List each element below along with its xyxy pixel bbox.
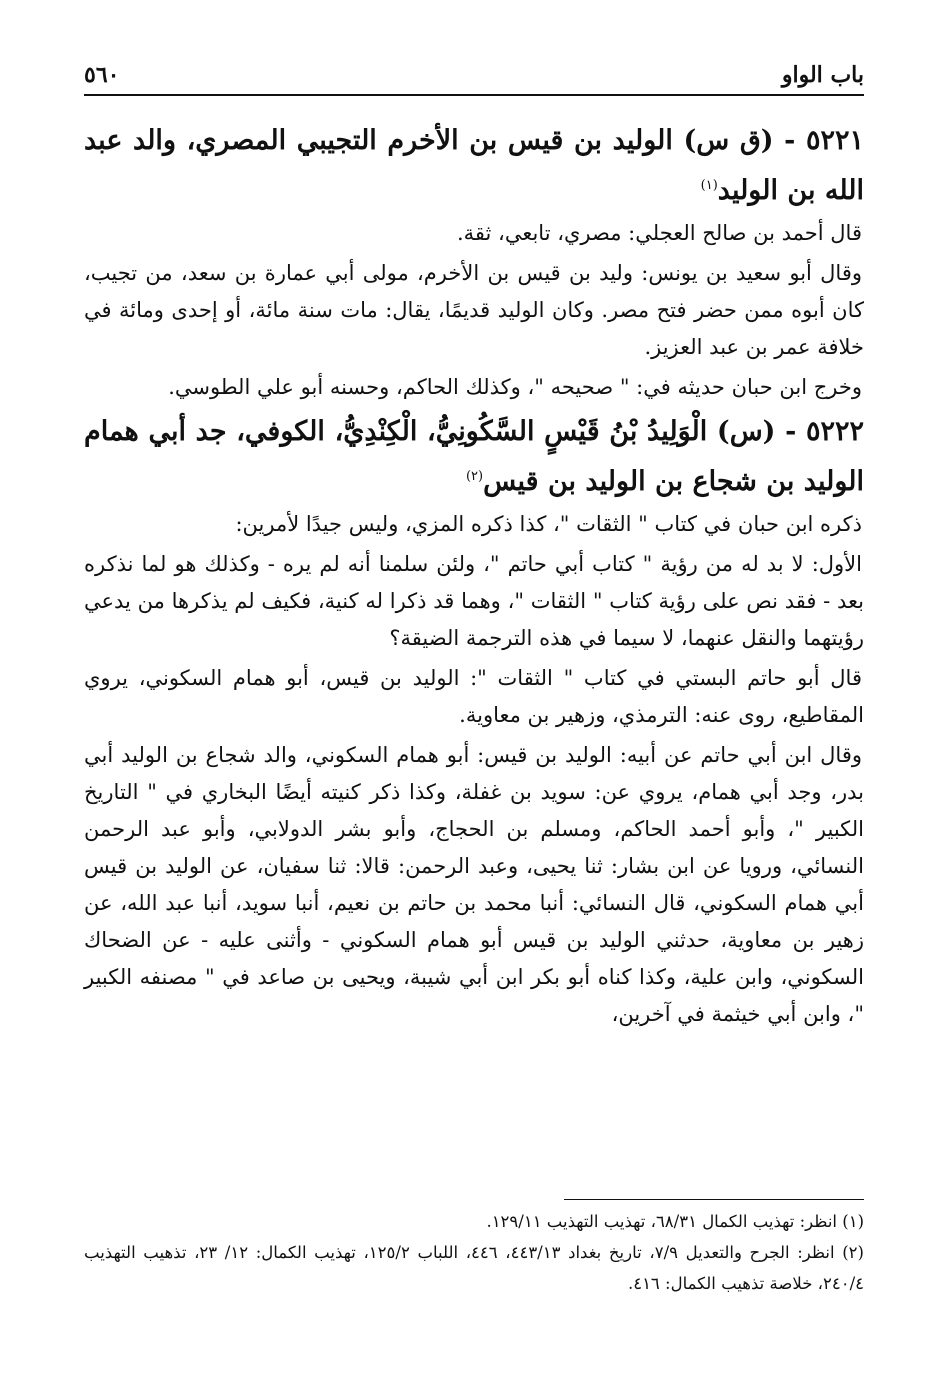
- footnote: (٢) انظر: الجرح والتعديل ٧/٩، تاريخ بغداد ٤٤٣/١٣، ٤٤٦، اللباب ١٢٥/٢، تهذيب الكمال: ١٢/ ٢٣، تذهيب التهذيب ٢٤٠/٤، خلاصة تذهيب الكمال: ٤١٦.: [84, 1243, 864, 1293]
- paragraph: الأول: لا بد له من رؤية " كتاب أبي حاتم "، ولئن سلمنا أنه لم يره - وكذلك هو لما نذكره بعد - فقد نص على رؤية كتاب " الثقات "، وهما قد ذكرا له كنية، فكيف لم يذكرها من يدعي رؤيتهما والنقل عنهما، لا سيما في هذه الترجمة الضيقة؟: [84, 552, 864, 650]
- section-title: باب الواو: [781, 62, 864, 88]
- footnote-separator: [564, 1199, 864, 1200]
- entry: [84, 409, 864, 1033]
- footnote-ref: (١): [700, 178, 718, 193]
- paragraph: قال أبو حاتم البستي في كتاب " الثقات ": الوليد بن قيس، أبو همام السكوني، يروي المقاطيع، روى عنه: الترمذي، وزهير بن معاوية.: [84, 666, 864, 727]
- paragraph: قال أحمد بن صالح العجلي: مصري، تابعي، ثقة.: [456, 221, 862, 245]
- paragraph: وخرج ابن حبان حديثه في: " صحيحه "، وكذلك الحاكم، وحسنه أبو علي الطوسي.: [168, 375, 862, 399]
- entry-title: ٥٢٢١ - (ق س) الوليد بن قيس بن الأخرم التجيبي المصري، والد عبد الله بن الوليد$^{(١)}$: [84, 125, 864, 206]
- paragraph: وقال أبو سعيد بن يونس: وليد بن قيس بن الأخرم، مولى أبي عمارة بن سعد، من تجيب، كان أبوه ممن حضر فتح مصر. وكان الوليد قديمًا، يقال: مات سنة مائة، أو إحدى ومائة في خلافة عمر بن عبد العزيز.: [84, 261, 864, 359]
- page-number: ٥٦٠: [84, 62, 120, 88]
- paragraph: وقال ابن أبي حاتم عن أبيه: الوليد بن قيس: أبو همام السكوني، والد شجاع بن الوليد أبي بدر، وجد أبي همام، يروي عن: سويد بن غفلة، وكذا ذكر كنيته أيضًا البخاري في " التاريخ الكبير "، وأبو أحمد الحاكم، ومسلم بن الحجاج، وأبو بشر الدولابي، وأبو عبد الرحمن النسائي، ورويا عن ابن بشار: ثنا يحيى، وعبد الرحمن: قالا: ثنا سفيان، عن الوليد بن قيس أبي همام السكوني، قال النسائي: أنبا محمد بن حاتم بن نعيم، أنبا سويد، أنبا عبد الله، عن زهير بن معاوية، حدثني الوليد بن قيس أبو همام السكوني - وأثنى عليه - عن الضحاك السكوني، وابن علية، وكذا كناه أبو بكر ابن أبي شيبة، ويحيى بن صاعد في " مصنفه الكبير "، وابن أبي خيثمة في آخرين،: [84, 743, 864, 1026]
- main-text: [84, 118, 864, 1036]
- running-header: [84, 60, 864, 96]
- entry: [84, 118, 864, 406]
- footnote-ref: (٢): [465, 469, 484, 484]
- footnotes: [84, 1206, 864, 1299]
- paragraph: ذكره ابن حبان في كتاب " الثقات "، كذا ذكره المزي، وليس جيدًا لأمرين:: [235, 512, 862, 536]
- entry-title: ٥٢٢٢ - (س) الْوَلِيدُ بْنُ قَيْسٍ السَّكُونِيُّ، الْكِنْدِيُّ، الكوفي، جد أبي همام الوليد بن شجاع بن الوليد بن قيس$^{(٢)}$: [84, 416, 864, 497]
- footnote: (١) انظر: تهذيب الكمال ٦٨/٣١، تهذيب التهذيب ١٢٩/١١.: [486, 1212, 864, 1231]
